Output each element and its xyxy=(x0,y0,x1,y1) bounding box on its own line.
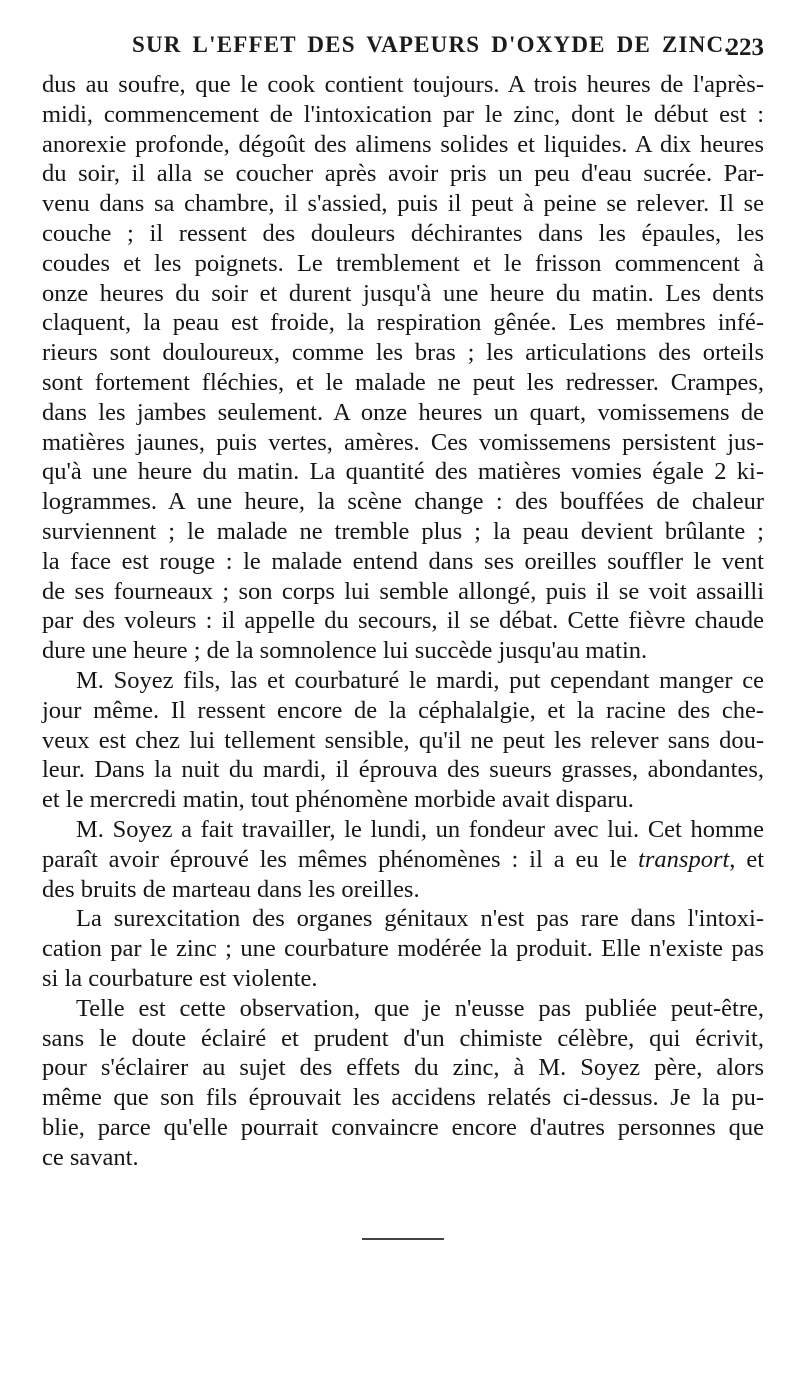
text-line: et le mercredi matin, tout phénomène morbide avait disparu. xyxy=(42,786,634,814)
text-line: venu dans sa chambre, il s'assied, puis il peut à peine se relever. Il se xyxy=(42,190,764,218)
text-line: claquent, la peau est froide, la respiration gênée. Les membres infé- xyxy=(42,309,764,337)
text-line: si la courbature est violente. xyxy=(42,964,318,992)
paragraph-2 xyxy=(42,666,764,815)
text-line: Telle est cette observation, que je n'eusse pas publiée peut-être, xyxy=(76,994,764,1022)
text-line: pour s'éclairer au sujet des effets du zinc, à M. Soyez père, alors xyxy=(42,1054,764,1082)
text-line: couche ; il ressent des douleurs déchirantes dans les épaules, les xyxy=(42,219,764,247)
text-line: par des voleurs : il appelle du secours, il se débat. Cette fièvre chaude xyxy=(42,607,764,635)
text-line: leur. Dans la nuit du mardi, il éprouva des sueurs grasses, abondantes, xyxy=(42,756,764,784)
text-line: blie, parce qu'elle pourrait convaincre encore d'autres personnes que xyxy=(42,1113,764,1141)
text-segment: , et xyxy=(729,845,765,873)
text-line: qu'à une heure du matin. La quantité des matières vomies égale 2 ki- xyxy=(42,458,764,486)
end-rule xyxy=(362,1238,444,1240)
italic-term: transport xyxy=(638,845,730,873)
text-line: M. Soyez a fait travailler, le lundi, un fondeur avec lui. Cet homme xyxy=(76,815,764,843)
text-line: sans le doute éclairé et prudent d'un chimiste célèbre, qui écrivit, xyxy=(42,1024,764,1052)
page-header xyxy=(40,20,764,60)
text-line: rieurs sont douloureux, comme les bras ; les articulations des orteils xyxy=(42,339,764,367)
paragraph-4 xyxy=(42,904,764,993)
paragraph-3 xyxy=(42,815,764,904)
text-line: la face est rouge : le malade entend dans ses oreilles souffler le vent xyxy=(42,547,764,575)
text-line: cation par le zinc ; une courbature modérée la produit. Elle n'existe pas xyxy=(42,935,764,963)
paragraph-5 xyxy=(42,994,764,1173)
text-line: anorexie profonde, dégoût des alimens solides et liquides. A dix heures xyxy=(42,130,764,158)
text-line: dure une heure ; de la somnolence lui succède jusqu'au matin. xyxy=(42,637,648,665)
text-line: ce savant. xyxy=(42,1143,139,1171)
text-line: même que son fils éprouvait les accidens relatés ci-dessus. Je la pu- xyxy=(42,1084,764,1112)
text-segment: paraît avoir éprouvé les mêmes phénomènes : il a eu le xyxy=(42,845,639,873)
text-line: du soir, il alla se coucher après avoir pris un peu d'eau sucrée. Par- xyxy=(42,160,764,188)
text-line: M. Soyez fils, las et courbaturé le mardi, put cependant manger ce xyxy=(76,666,764,694)
text-line: jour même. Il ressent encore de la céphalalgie, et la racine des che- xyxy=(42,696,764,724)
page-number: 223 xyxy=(726,34,764,61)
text-line: veux est chez lui tellement sensible, qu'il ne peut les relever sans dou- xyxy=(42,726,764,754)
text-line: matières jaunes, puis vertes, amères. Ces vomissemens persistent jus- xyxy=(42,428,764,456)
text-line: midi, commencement de l'intoxication par le zinc, dont le début est : xyxy=(42,100,764,128)
text-line xyxy=(42,845,764,875)
text-line: surviennent ; le malade ne tremble plus ; la peau devient brûlante ; xyxy=(42,517,764,545)
paragraph-1 xyxy=(42,70,764,666)
text-line: La surexcitation des organes génitaux n'est pas rare dans l'intoxi- xyxy=(76,905,764,933)
text-line: des bruits de marteau dans les oreilles. xyxy=(42,875,420,903)
text-line: sont fortement fléchies, et le malade ne peut les redresser. Crampes, xyxy=(42,368,764,396)
text-line: de ses fourneaux ; son corps lui semble allongé, puis il se voit assailli xyxy=(42,577,764,605)
body-text xyxy=(42,70,764,1172)
text-line: dus au soufre, que le cook contient toujours. A trois heures de l'après- xyxy=(42,71,764,98)
running-title: SUR L'EFFET DES VAPEURS D'OXYDE DE ZINC. xyxy=(132,32,732,57)
text-line: logrammes. A une heure, la scène change : des bouffées de chaleur xyxy=(42,488,764,516)
text-line: coudes et les poignets. Le tremblement et le frisson commencent à xyxy=(42,249,764,277)
text-line: dans les jambes seulement. A onze heures un quart, vomissemens de xyxy=(42,398,764,426)
text-line: onze heures du soir et durent jusqu'à une heure du matin. Les dents xyxy=(42,279,764,307)
